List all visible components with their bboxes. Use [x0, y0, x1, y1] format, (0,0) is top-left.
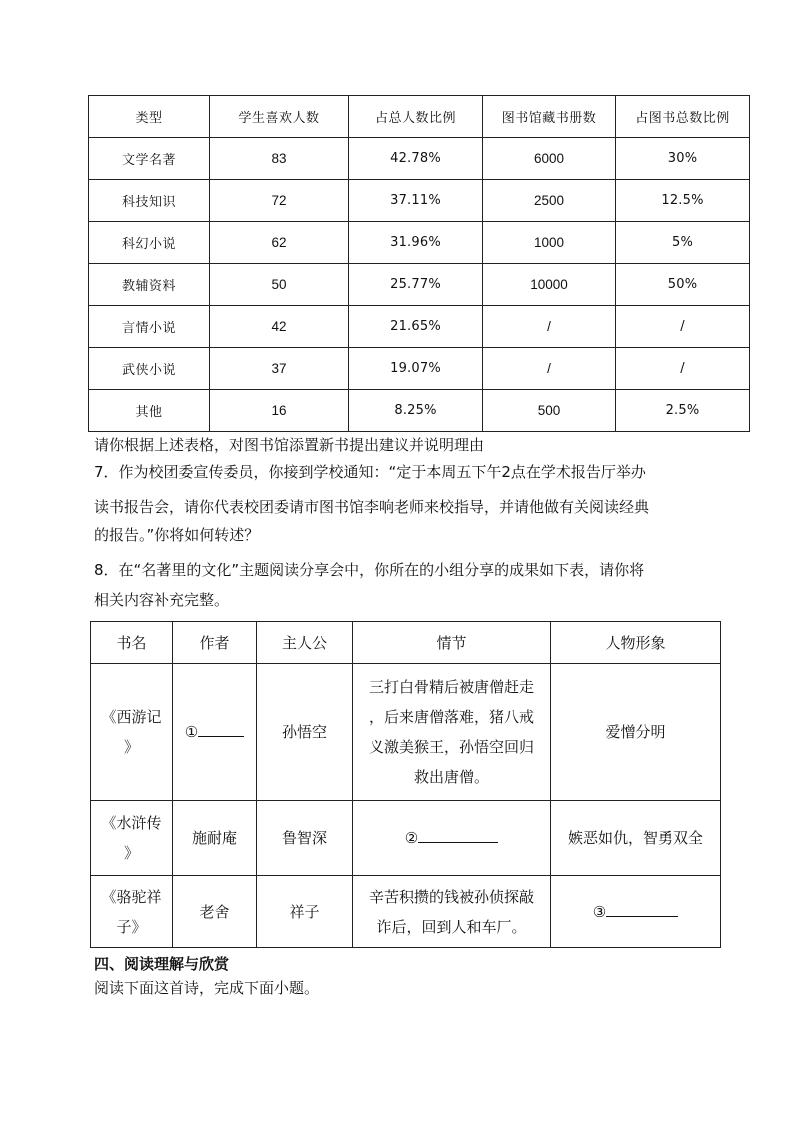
cell-type: 科技知识 — [89, 180, 210, 222]
table-row — [89, 264, 750, 306]
answer-blank-2[interactable] — [418, 828, 498, 843]
question-6-prompt: 请你根据上述表格，对图书馆添置新书提出建议并说明理由 — [94, 436, 485, 454]
cell-author: 老舍 — [173, 876, 257, 948]
table-row — [89, 390, 750, 432]
cell-volume-ratio: 5% — [616, 222, 750, 264]
cell-volumes: 1000 — [483, 222, 616, 264]
title-line: 《水浒传 — [101, 814, 162, 832]
title-line: 《骆驼祥 — [101, 887, 162, 906]
question-7-line-1: 7．作为校团委宣传委员，你接到学校通知：“定于本周五下午2点在学术报告厅举办 — [94, 463, 646, 481]
cell-volumes: 2500 — [483, 180, 616, 222]
header-library-ratio: 占图书总数比例 — [616, 96, 750, 138]
cell-plot — [353, 664, 551, 801]
cell-protagonist: 鲁智深 — [257, 801, 353, 876]
cell-count: 42 — [210, 306, 349, 348]
table-row — [89, 222, 750, 264]
cell-count: 50 — [210, 264, 349, 306]
plot-line: 三打白骨精后被唐僧赶走 — [368, 678, 534, 696]
cell-book-title — [91, 801, 173, 876]
cell-type: 科幻小说 — [89, 222, 210, 264]
cell-ratio: 19.07% — [349, 348, 483, 390]
header-type: 类型 — [89, 96, 210, 138]
title-line: 》 — [123, 844, 139, 862]
cell-protagonist: 祥子 — [257, 876, 353, 948]
header-library-volumes: 图书馆藏书册数 — [483, 96, 616, 138]
books-header-row — [91, 622, 721, 664]
table-row — [91, 801, 721, 876]
cell-character-image — [551, 876, 721, 948]
cell-volumes: / — [483, 306, 616, 348]
cell-plot — [353, 876, 551, 948]
cell-book-title — [91, 876, 173, 948]
cell-volume-ratio: / — [616, 348, 750, 390]
cell-type: 言情小说 — [89, 306, 210, 348]
cell-type: 文学名著 — [89, 138, 210, 180]
header-student-ratio: 占总人数比例 — [349, 96, 483, 138]
section-title: 四、阅读理解与欣赏 — [94, 955, 230, 973]
blank-marker: ① — [184, 723, 199, 741]
cell-ratio: 37.11% — [349, 180, 483, 222]
plot-line: 义激美猴王，孙悟空回归 — [368, 738, 534, 756]
question-7-line-2: 读书报告会，请你代表校团委请市图书馆李响老师来校指导，并请他做有关阅读经典 — [94, 498, 650, 516]
cell-count: 62 — [210, 222, 349, 264]
stats-header-row — [89, 96, 750, 138]
cell-character-image: 嫉恶如仇，智勇双全 — [551, 801, 721, 876]
cell-count: 16 — [210, 390, 349, 432]
cell-type: 武侠小说 — [89, 348, 210, 390]
reading-stats-table — [88, 95, 750, 432]
cell-volume-ratio: 50% — [616, 264, 750, 306]
header-protagonist: 主人公 — [257, 622, 353, 664]
cell-character-image: 爱憎分明 — [551, 664, 721, 801]
plot-line: 辛苦积攒的钱被孙侦探敲 — [368, 887, 534, 906]
cell-ratio: 31.96% — [349, 222, 483, 264]
plot-line: 救出唐僧。 — [413, 768, 489, 786]
blank-marker: ③ — [592, 902, 607, 921]
answer-blank-1[interactable] — [198, 722, 244, 737]
cell-volume-ratio: / — [616, 306, 750, 348]
title-line: 》 — [123, 738, 139, 756]
question-7-line-3: 的报告。”你将如何转述？ — [94, 526, 260, 544]
cell-volumes: / — [483, 348, 616, 390]
cell-protagonist: 孙悟空 — [257, 664, 353, 801]
cell-author — [173, 664, 257, 801]
reading-instruction: 阅读下面这首诗，完成下面小题。 — [94, 979, 320, 997]
question-8-line-1: 8．在“名著里的文化”主题阅读分享会中，你所在的小组分享的成果如下表，请你将 — [94, 561, 645, 579]
answer-blank-3[interactable] — [606, 902, 678, 917]
header-character-image: 人物形象 — [551, 622, 721, 664]
table-row — [89, 138, 750, 180]
cell-type: 教辅资料 — [89, 264, 210, 306]
header-plot: 情节 — [353, 622, 551, 664]
table-row — [89, 348, 750, 390]
cell-count: 72 — [210, 180, 349, 222]
title-line: 《西游记 — [101, 708, 162, 726]
cell-plot — [353, 801, 551, 876]
cell-volumes: 10000 — [483, 264, 616, 306]
cell-ratio: 42.78% — [349, 138, 483, 180]
cell-ratio: 8.25% — [349, 390, 483, 432]
blank-marker: ② — [404, 829, 419, 847]
header-author: 作者 — [173, 622, 257, 664]
table-row — [91, 664, 721, 801]
classic-books-table — [90, 621, 721, 948]
cell-volumes: 6000 — [483, 138, 616, 180]
cell-author: 施耐庵 — [173, 801, 257, 876]
cell-count: 83 — [210, 138, 349, 180]
cell-volume-ratio: 12.5% — [616, 180, 750, 222]
question-8-line-2: 相关内容补充完整。 — [94, 591, 230, 609]
cell-volume-ratio: 30% — [616, 138, 750, 180]
plot-line: 诈后，回到人和车厂。 — [376, 917, 527, 936]
cell-ratio: 25.77% — [349, 264, 483, 306]
cell-volumes: 500 — [483, 390, 616, 432]
cell-ratio: 21.65% — [349, 306, 483, 348]
header-student-count: 学生喜欢人数 — [210, 96, 349, 138]
table-row — [91, 876, 721, 948]
table-row — [89, 306, 750, 348]
cell-volume-ratio: 2.5% — [616, 390, 750, 432]
table-row — [89, 180, 750, 222]
plot-line: ，后来唐僧落难，猪八戒 — [368, 708, 534, 726]
cell-type: 其他 — [89, 390, 210, 432]
title-line: 子》 — [116, 917, 147, 936]
cell-book-title — [91, 664, 173, 801]
header-book-title: 书名 — [91, 622, 173, 664]
cell-count: 37 — [210, 348, 349, 390]
